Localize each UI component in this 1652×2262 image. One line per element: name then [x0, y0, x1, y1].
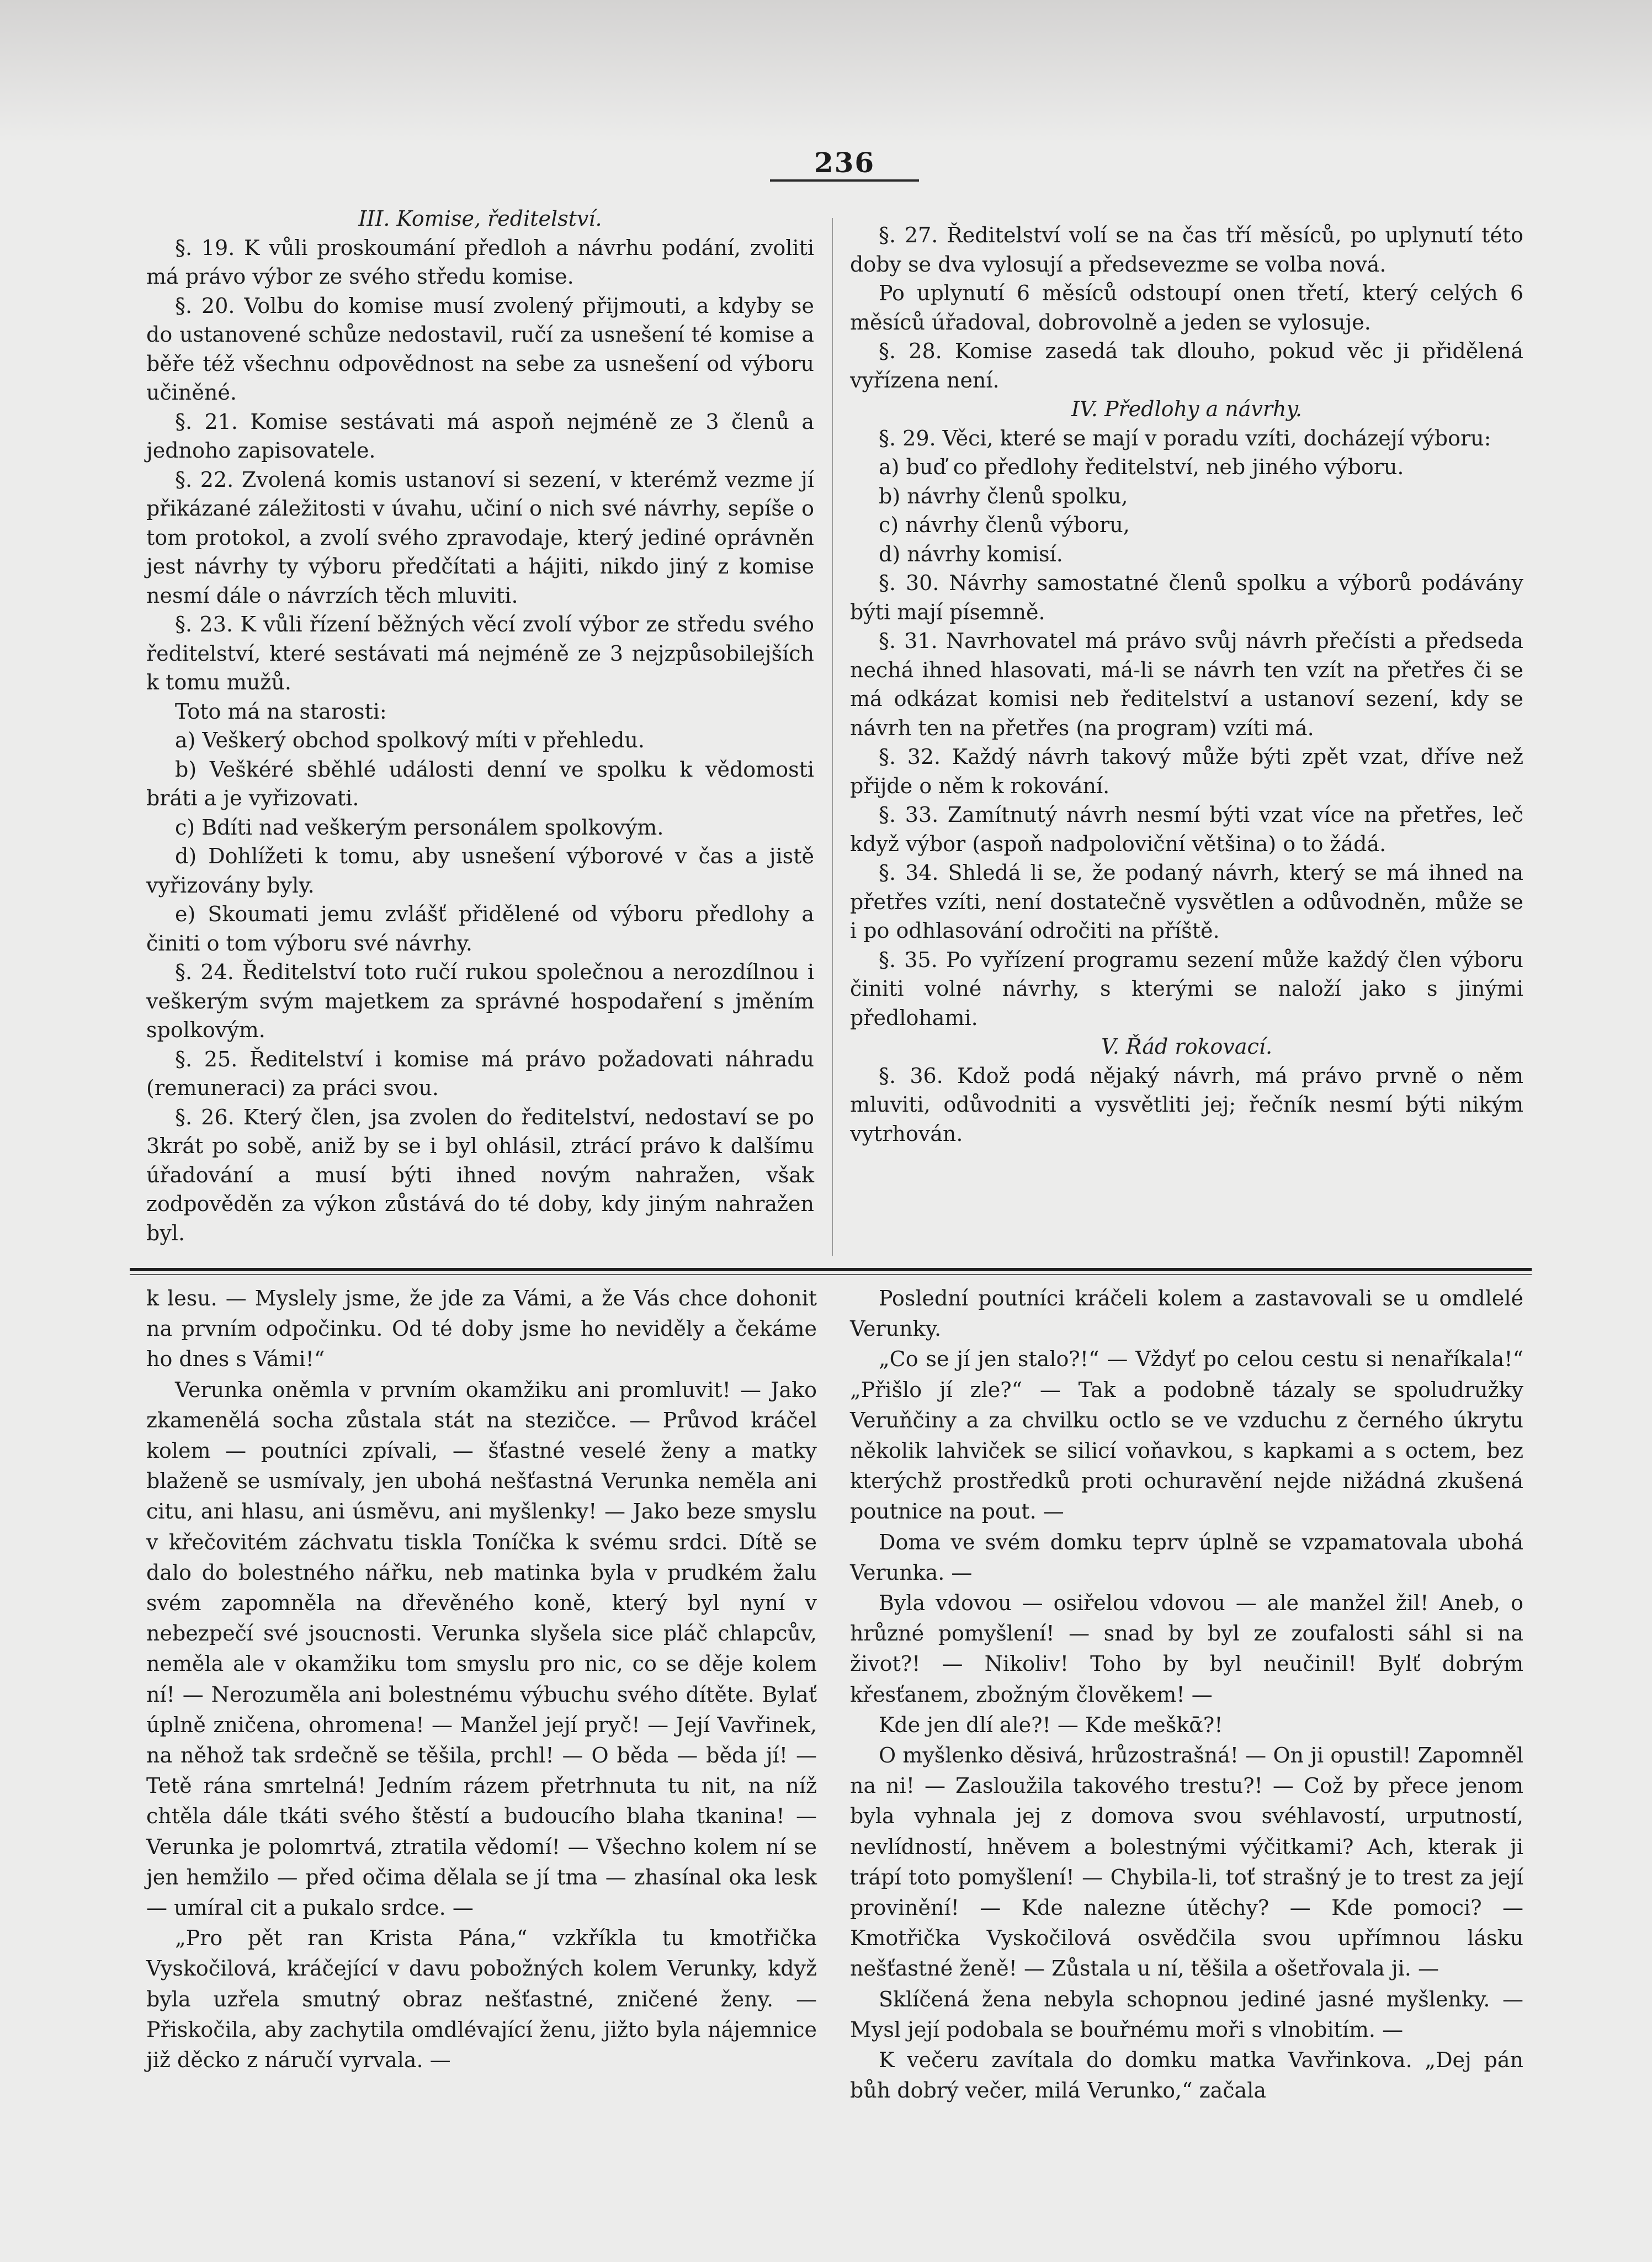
paragraph: §. 28. Komise zasedá tak dlouho, pokud věc ji přidělená vyřízena není.: [850, 339, 1523, 392]
paragraph: §. 26. Který člen, jsa zvolen do ředitelství, nedostaví se po 3krát po sobě, aniž by se i byl ohlásil, ztrácí právo k dalšímu úřadování a musí býti ihned novým nahražen, však zodpověděn za výkon zůstává do té doby, kdy jiným nahražen byl.: [146, 1105, 814, 1245]
paragraph: §. 22. Zvolená komis ustanoví si sezení, v kterémž vezme jí přikázané záležitosti v úvahu, učiní o nich své návrhy, sepíše o tom protokol, a zvolí svého zpravodaje, který jediné oprávněn jest návrhy ty výboru předčítati a hájiti, nikdo jiný z komise nesmí dále o návrzích těch mluviti.: [146, 467, 814, 608]
list-item: a) buď co předlohy ředitelství, neb jiného výboru.: [879, 455, 1404, 479]
paragraph: Byla vdovou — osiřelou vdovou — ale manžel žil! Aneb, o hrůzné pomyšlení! — snad by byl ze zoufalosti sáhl si na život?! — Nikoliv! Toho by byl neučinil! Bylť dobrým křesťanem, zbožným člověkem! —: [850, 1591, 1523, 1707]
page-number: 236: [814, 146, 875, 179]
paragraph: §. 20. Volbu do komise musí zvolený přijmouti, a kdyby se do ustanovené schůze nedostavil, ručí za usnešení té komise a běře též všechnu odpovědnost na sebe za usnešení od výboru učiněné.: [146, 293, 814, 405]
paragraph: O myšlenko děsivá, hrůzostrašná! — On ji opustil! Zapomněl na ni! — Zasloužila takového trestu?! — Což by přece jenom byla vyhnala jej z domova svou svéhlavostí, urputností, nevlídností, hněvem a bolestnými výčitkami? Ach, kterak ji trápí toto pomyšlení! — Chybila-li, toť strašný je to trest za její provinění! — Kde nalezne útěchy? — Kde pomoci? — Kmotřička Vyskočilová osvědčila svou upřímnou lásku nešťastné ženě! — Zůstala u ní, těšila a ošetřovala ji. —: [850, 1743, 1523, 1981]
paragraph: Kde jen dlí ale?! — Kde meškᾱ?!: [879, 1712, 1223, 1737]
paragraph: Po uplynutí 6 měsíců odstoupí onen třetí, který celých 6 měsíců úřadoval, dobrovolně a jeden se vylosuje.: [850, 281, 1523, 334]
paragraph: Poslední poutníci kráčeli kolem a zastavovali se u omdlelé Verunky.: [850, 1286, 1523, 1341]
paragraph: §. 32. Každý návrh takový může býti zpět vzat, dříve než přijde o něm k rokování.: [850, 745, 1523, 798]
paragraph: §. 23. K vůli řízení běžných věcí zvolí výbor ze středu svého ředitelství, které sestávati má nejméně ze 3 nejzpůsobilejších k tomu mužů.: [146, 612, 814, 694]
paragraph: Verunka oněmla v prvním okamžiku ani promluvit! — Jako zkamenělá socha zůstala stát na stezičce. — Průvod kráčel kolem — poutníci zpívali, — šťastné veselé ženy a matky blaženě se usmívaly, jen ubohá nešťastná Verunka neměla ani citu, ani hlasu, ani úsměvu, ani myšlenky! — Jako beze smyslu v křečovitém záchvatu tiskla Toníčka k svému srdci. Dítě se dalo do bolestného nářku, neb matinka byla v prudkém žalu svém zapomněla na dřevěného koně, který byl nyní v nebezpečí své jsoucnosti. Verunka slyšela sice pláč chlapcův, neměla ale v okamžiku tom smyslu pro nic, co se děje kolem ní! — Nerozuměla ani bolestnému výbuchu svého dítěte. Bylať úplně zničena, ohromena! — Manžel její pryč! — Její Vavřinek, na něhož tak srdečně se těšila, prchl! — O běda — běda jí! — Tetě rána smrtelná! Jedním rázem přetrhnuta tu nit, na níž chtěla dále tkáti svého štěstí a budoucího blaha tkanina! — Verunka je polomrtvá, ztratila vědomí! — Všechno kolem ní se jen hemžilo — před očima dělala se jí tma — zhasínal oka lesk — umíral cit a pukalo srdce. —: [146, 1377, 817, 1920]
paragraph: Sklíčená žena nebyla schopnou jediné jasné myšlenky. — Mysl její podobala se bouřnému moři s vlnobitím. —: [850, 1987, 1523, 2042]
column-gutter: [832, 218, 833, 1256]
list-item: b) Veškéré sběhlé události denní ve spolku k vědomosti bráti a je vyřizovati.: [146, 757, 814, 810]
paragraph: §. 21. Komise sestávati má aspoň nejméně ze 3 členů a jednoho zapisovatele.: [146, 409, 814, 463]
paragraph: §. 36. Kdož podá nějaký návrh, má právo prvně o něm mluviti, odůvodniti a vysvětliti jej; řečník nesmí býti nikým vytrhován.: [850, 1063, 1523, 1146]
scan-top-shadow: [0, 0, 1652, 144]
paragraph: §. 31. Navrhovatel má právo svůj návrh přečísti a předseda nechá ihned hlasovati, má-li se návrh ten vzít na přetřes či se má odkázat komisi neb ředitelství a ustanoví sezení, kdy se návrh ten na přetřes (na program) vzíti má.: [850, 629, 1523, 740]
paragraph: §. 24. Ředitelství toto ručí rukou společnou a nerozdílnou i veškerým svým majetkem za správné hospodaření s jměním spolkovým.: [146, 960, 814, 1042]
paragraph: K večeru zavítala do domku matka Vavřinkova. „Dej pán bůh dobrý večer, milá Verunko,“ začala: [850, 2048, 1523, 2103]
list-item: c) Bdíti nad veškerým personálem spolkovým.: [175, 815, 664, 840]
page-number-underline: [770, 179, 919, 182]
paragraph: §. 29. Věci, které se mají v poradu vzíti, docházejí výboru:: [879, 426, 1491, 450]
paragraph: §. 25. Ředitelství i komise má právo požadovati náhradu (remuneraci) za práci svou.: [146, 1047, 814, 1100]
list-item: d) Dohlížeti k tomu, aby usnešení výborové v čas a jistě vyřizovány byly.: [146, 844, 814, 898]
paragraph: §. 19. K vůli proskoumání předloh a návrhu podání, zvoliti má právo výbor ze svého středu komise.: [146, 235, 814, 289]
lower-right-column: [850, 1283, 1523, 2106]
list-item: e) Skoumati jemu zvlášť přidělené od výboru předlohy a činiti o tom výboru své návrhy.: [146, 902, 814, 955]
section-heading: V. Řád rokovací.: [1101, 1034, 1273, 1059]
paragraph: „Co se jí jen stalo?!“ — Vždyť po celou cestu si nenaříkala!“ „Přišlo jí zle?“ — Tak a podobně tázaly se spoludružky Veruňčiny a za chvilku octlo se ve vzduchu z černého úkrytu několik lahviček se silicí voňavkou, s kapkami a s octem, bez kterýchž prostředků proti ochuravění nejde nižádná zkušená poutnice na pout. —: [850, 1347, 1523, 1524]
upper-right-column: [850, 221, 1523, 1148]
paragraph: §. 27. Ředitelství volí se na čas tří měsíců, po uplynutí této doby se dva vylosují a předsevezme se volba nová.: [850, 223, 1523, 277]
paragraph: „Pro pět ran Krista Pána,“ vzkříkla tu kmotřička Vyskočilová, kráčející v davu pobožných kolem Verunky, když byla uzřela smutný obraz nešťastné, zničené ženy. — Přiskočila, aby zachytila omdlévající ženu, jižto byla nájemnice již děcko z náručí vyrvala. —: [146, 1926, 817, 2073]
list-item: a) Veškerý obchod spolkový míti v přehledu.: [175, 728, 645, 752]
paragraph: k lesu. — Myslely jsme, že jde za Vámi, a že Vás chce dohonit na prvním odpočinku. Od té doby jsme ho neviděly a čekáme ho dnes s Vámi!“: [146, 1286, 817, 1372]
upper-left-column: [146, 204, 814, 1247]
list-item: d) návrhy komisí.: [879, 541, 1063, 566]
section-heading: III. Komise, ředitelství.: [358, 206, 602, 231]
section-heading: IV. Předlohy a návrhy.: [1071, 397, 1303, 421]
section-divider-thick: [130, 1268, 1532, 1271]
paragraph: §. 34. Shledá li se, že podaný návrh, který se má ihned na přetřes vzíti, není dostatečně vysvětlen a odůvodněn, může se i po odhlasování odročiti na příště.: [850, 861, 1523, 943]
paragraph: Doma ve svém domku teprv úplně se vzpamatovala ubohá Verunka. —: [850, 1530, 1523, 1585]
paragraph: §. 33. Zamítnutý návrh nesmí býti vzat více na přetřes, leč když výbor (aspoň nadpoloviční většina) o to žádá.: [850, 803, 1523, 856]
list-item: c) návrhy členů výboru,: [879, 513, 1130, 537]
paragraph: §. 35. Po vyřízení programu sezení může každý člen výboru činiti volné návrhy, s kterými se naloží jako s jinými předlohami.: [850, 947, 1523, 1030]
lower-left-column: [146, 1283, 817, 2075]
list-item: b) návrhy členů spolku,: [879, 484, 1128, 508]
paragraph: Toto má na starosti:: [175, 699, 387, 724]
section-divider-thin: [130, 1274, 1532, 1275]
paragraph: §. 30. Návrhy samostatné členů spolku a výborů podávány býti mají písemně.: [850, 571, 1523, 624]
